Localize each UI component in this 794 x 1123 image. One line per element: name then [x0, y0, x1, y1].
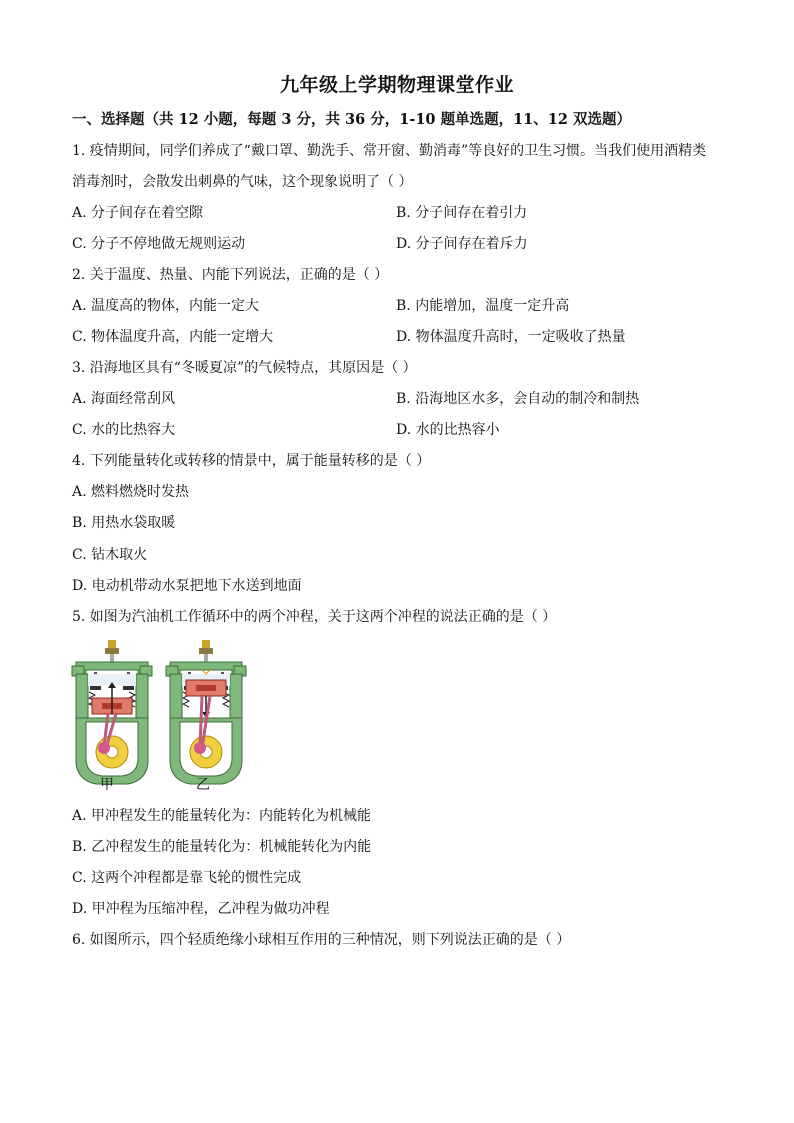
q1-option-b: B. 分子间存在着引力: [396, 205, 528, 221]
q6-stem: 6. 如图所示，四个轻质绝缘小球相互作用的三种情况，则下列说法正确的是（ ）: [72, 932, 571, 948]
q2-option-d: D. 物体温度升高时，一定吸收了热量: [396, 329, 626, 345]
q3-stem: 3. 沿海地区具有“冬暖夏凉”的气候特点，其原因是（ ）: [72, 360, 417, 376]
q1-option-c: C. 分子不停地做无规则运动: [72, 236, 246, 252]
q5-option-c: C. 这两个冲程都是靠飞轮的惯性完成: [72, 870, 302, 886]
q5-option-d: D. 甲冲程为压缩冲程，乙冲程为做功冲程: [72, 901, 330, 917]
q1-option-a: A. 分子间存在着空隙: [72, 205, 204, 221]
page-title: 九年级上学期物理课堂作业: [279, 74, 514, 96]
q4-stem: 4. 下列能量转化或转移的情景中，属于能量转移的是（ ）: [72, 453, 431, 469]
engine-yi-icon: [166, 640, 246, 784]
q2-option-c: C. 物体温度升高，内能一定增大: [72, 329, 274, 345]
q5-stem: 5. 如图为汽油机工作循环中的两个冲程，关于这两个冲程的说法正确的是（ ）: [72, 609, 557, 625]
section-heading: 一、选择题（共 12 小题，每题 3 分，共 36 分，1-10 题单选题，11、12 双选题）: [72, 111, 631, 128]
q4-option-d: D. 电动机带动水泵把地下水送到地面: [72, 578, 302, 594]
q3-option-c: C. 水的比热容大: [72, 422, 176, 438]
figure-label-jia: 甲: [100, 777, 114, 793]
engine-strokes-figure: [68, 640, 258, 800]
q2-stem: 2. 关于温度、热量、内能下列说法，正确的是（ ）: [72, 267, 389, 283]
q3-option-b: B. 沿海地区水多，会自动的制冷和制热: [396, 391, 640, 407]
engine-strokes-diagram: [68, 640, 258, 800]
q1-stem-line2: 消毒剂时，会散发出刺鼻的气味，这个现象说明了（ ）: [72, 174, 413, 190]
q2-option-b: B. 内能增加，温度一定升高: [396, 298, 570, 314]
engine-jia-icon: [72, 640, 152, 784]
q1-option-d: D. 分子间存在着斥力: [396, 236, 528, 252]
q4-option-b: B. 用热水袋取暖: [72, 515, 176, 531]
figure-label-yi: 乙: [196, 777, 210, 793]
q4-option-c: C. 钻木取火: [72, 547, 148, 563]
q3-option-a: A. 海面经常刮风: [72, 391, 176, 407]
q3-option-d: D. 水的比热容小: [396, 422, 500, 438]
q5-option-a: A. 甲冲程发生的能量转化为：内能转化为机械能: [72, 808, 372, 824]
q4-option-a: A. 燃料燃烧时发热: [72, 484, 190, 500]
q5-option-b: B. 乙冲程发生的能量转化为：机械能转化为内能: [72, 839, 372, 855]
q2-option-a: A. 温度高的物体，内能一定大: [72, 298, 260, 314]
q1-stem-line1: 1. 疫情期间，同学们养成了“戴口罩、勤洗手、常开窗、勤消毒”等良好的卫生习惯。当我们使用酒精类: [72, 143, 707, 159]
